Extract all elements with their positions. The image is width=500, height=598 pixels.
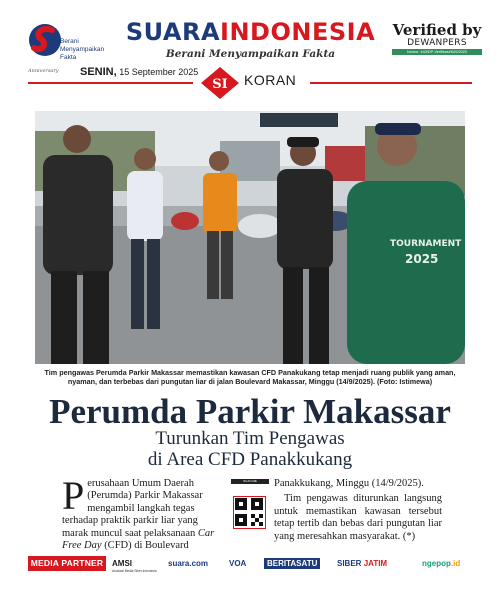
header-rule-left <box>28 82 193 84</box>
brand-part-suara: SUARA <box>125 18 221 46</box>
issue-day: SENIN, <box>80 66 117 78</box>
partner-siber-jatim[interactable] <box>337 558 387 569</box>
verification-number: Nomor: 443/DP-Verifikasi/K/III/2020 <box>392 49 482 55</box>
si-badge-icon <box>200 66 240 100</box>
header-rule-right <box>310 82 472 84</box>
verified-by-text: Verified by <box>392 21 482 39</box>
issue-date-text: 15 September 2025 <box>119 67 199 77</box>
right-paragraph-1: Panakkukang, Minggu (14/9/2025). <box>274 478 424 489</box>
partner-voa[interactable]: VOA <box>229 559 247 568</box>
dewan-pers-text: DEWANPERS <box>407 38 467 48</box>
lead-tail: (CFD) di Boulevard <box>101 540 189 552</box>
amsi-subtitle: Asosiasi Media Siber Indonesia <box>112 569 157 573</box>
brand-part-indonesia: INDONESIA <box>220 18 376 46</box>
si-badge-text: SI <box>212 77 228 92</box>
ngepop-suffix: .id <box>450 559 461 568</box>
shirt-text-2: 2025 <box>405 252 439 266</box>
suara-indonesia-logo-icon <box>28 22 62 62</box>
qr-code-block[interactable] <box>231 479 269 529</box>
amsi-name: AMSI <box>112 559 132 568</box>
ngepop-text: ngepop <box>422 559 451 568</box>
logo-tagline-line: Menyampaikan <box>60 46 105 53</box>
media-partner-bar <box>0 553 500 575</box>
brand-name <box>118 18 383 46</box>
siber-text: SIBER <box>337 559 362 568</box>
article-subheadline <box>60 428 440 470</box>
subheadline-line-2: di Area CFD Panakkukang <box>147 449 353 470</box>
brand-masthead[interactable] <box>118 18 383 60</box>
drop-cap: P <box>62 473 85 518</box>
logo-tagline-line: Berani <box>60 38 79 45</box>
brand-slogan: Berani Menyampaikan Fakta <box>165 48 336 60</box>
news-photo-illustration <box>35 111 465 364</box>
logo-tagline <box>60 38 104 62</box>
issue-date <box>80 66 198 78</box>
article-headline[interactable]: Perumda Parkir Makassar <box>49 392 451 431</box>
section-label: KORAN <box>244 72 297 88</box>
shirt-text-1: TOURNAMENT <box>390 239 462 249</box>
jatim-text: JATIM <box>363 559 388 568</box>
partner-ngepop[interactable] <box>422 558 460 569</box>
subheadline-line-1: Turunkan Tim Pengawas <box>155 428 345 449</box>
anniversary-text: Anniversary <box>28 68 59 74</box>
partner-amsi[interactable] <box>112 558 156 573</box>
lead-italic-term: Car Free Day <box>62 527 215 552</box>
news-photo <box>35 111 465 364</box>
media-partner-label: MEDIA PARTNER <box>28 556 106 571</box>
masthead-header <box>0 0 500 104</box>
logo-tagline-line: Fakta <box>60 54 77 61</box>
dewan-pers-verification <box>392 22 482 55</box>
qr-code-icon <box>235 498 263 526</box>
right-paragraph-2: Tim pengawas diturunkan langsung untuk memastikan kawasan tersebut tetap tertib dan bebas dari pungutan liar yang meresahkan masyarakat. (*) <box>274 493 442 542</box>
qr-code-frame[interactable] <box>233 496 266 529</box>
partner-beritasatu[interactable]: BERITASATU <box>264 558 320 569</box>
article-body-right <box>274 478 442 543</box>
partner-suara-com[interactable]: suara.com <box>168 559 209 568</box>
article-body-left <box>62 473 224 552</box>
lead-text: erusahaan Umum Daerah (Perumda) Parkir Makassar mengambil langkah tegas terhadap praktik parkir liar yang marak muncul saat pelaksanaan <box>62 478 203 539</box>
qr-label: SCAN ME <box>231 479 269 484</box>
photo-caption: Tim pengawas Perumda Parkir Makassar memastikan kawasan CFD Panakukang tetap menjadi ruang publik yang aman, nyaman, dan terbebas dari pungutan liar di jalan Boulevard Makassar, Minggu (14/9/2025). (Foto: Istimewa) <box>44 368 456 386</box>
